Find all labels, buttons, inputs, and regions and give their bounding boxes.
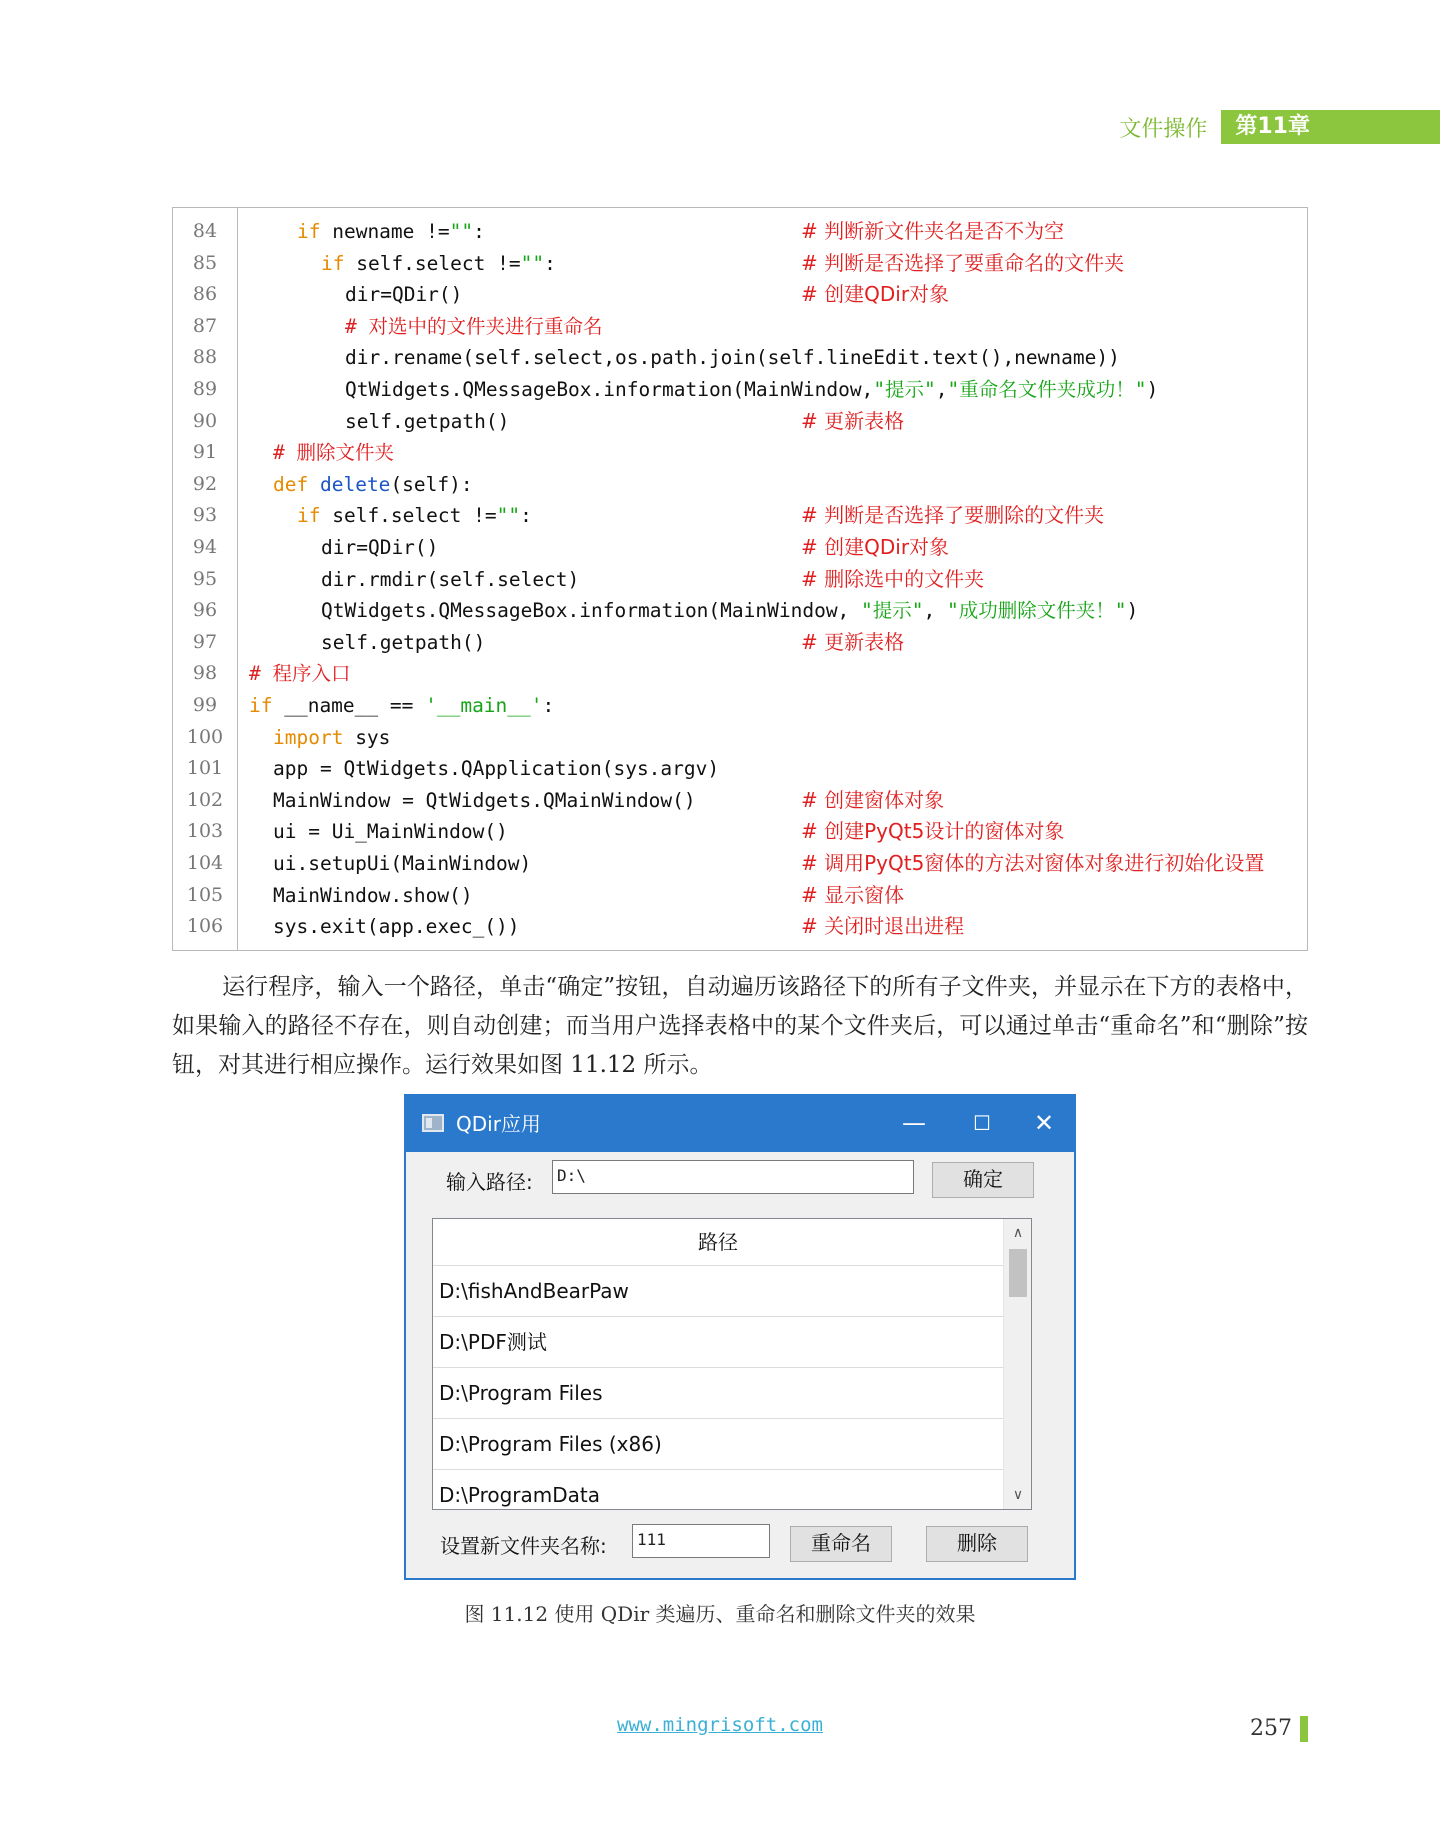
code-token: dir=QDir() [345,283,463,307]
rename-button[interactable]: 重命名 [790,1526,892,1562]
code-token: "提示" [873,378,936,401]
line-number: 103 [186,820,224,843]
code-token: MainWindow.show() [273,883,473,907]
code-comment: # 判断是否选择了要删除的文件夹 [801,503,1105,528]
code-text [273,880,473,912]
code-line [173,564,1307,596]
code-text [345,374,1158,406]
code-token: : [473,220,485,243]
page-number-bar [1300,1716,1308,1742]
line-number: 104 [186,852,224,874]
code-token: MainWindow = QtWidgets.QMainWindow() [273,788,696,812]
code-token: ) [1126,599,1139,623]
code-token: dir.rmdir(self.select) [321,567,580,591]
app-window-icon [422,1114,444,1132]
line-number: 85 [192,251,218,274]
code-token [308,473,320,496]
code-comment: # 创建QDir对象 [801,535,950,559]
chapter-header [1119,110,1440,144]
line-number: 91 [192,441,218,464]
code-line [173,437,1307,469]
line-number: 96 [192,599,218,622]
line-number: 84 [192,220,218,242]
code-text [321,627,485,659]
qdir-app-window [404,1094,1076,1580]
code-text [345,342,1120,374]
chapter-label: 第11章 [1221,110,1440,144]
code-comment: # 创建窗体对象 [801,787,945,812]
code-text [273,785,696,817]
code-token: "" [520,251,545,275]
code-token: : [520,504,532,528]
code-token: QtWidgets.QMessageBox.information(MainWindow, [345,378,874,401]
table-row[interactable]: D:\Program Files [433,1367,1003,1418]
code-text [321,564,579,596]
line-number: 92 [192,472,218,495]
line-number: 88 [192,346,218,369]
code-comment: # 更新表格 [801,408,905,433]
code-token: __name__ == [272,694,426,717]
code-line [173,248,1307,280]
code-token: "成功删除文件夹！" [947,599,1127,623]
code-line [173,279,1307,311]
code-line [173,342,1307,374]
scroll-down-icon[interactable]: ∨ [1012,1487,1024,1503]
code-line [173,658,1307,690]
code-text [321,595,1138,627]
code-comment: # 调用PyQt5窗体的方法对窗体对象进行初始化设置 [801,851,1265,875]
code-line [173,469,1307,501]
line-number: 106 [186,915,224,938]
code-token: if [297,220,321,243]
body-paragraph [172,968,1308,1085]
newname-input[interactable]: 111 [632,1524,770,1558]
close-button[interactable]: ✕ [1033,1109,1055,1137]
line-number: 99 [192,694,218,716]
code-token: dir.rename(self.select,os.path.join(self.lineEdit.text(),newname)) [345,346,1120,370]
code-token: if [297,504,321,528]
code-line [173,753,1307,785]
page-number: 257 [1250,1716,1292,1741]
maximize-button[interactable]: ☐ [973,1111,991,1135]
code-comment: # 判断是否选择了要重命名的文件夹 [801,250,1125,275]
code-token: sys [343,725,391,749]
line-number: 86 [192,283,218,306]
figure-caption: 图 11.12 使用 QDir 类遍历、重命名和删除文件夹的效果 [464,1602,976,1626]
window-title: QDir应用 [456,1112,541,1136]
path-table[interactable] [432,1218,1032,1510]
code-listing [172,207,1308,951]
line-number: 95 [192,567,218,590]
table-row[interactable]: D:\PDF测试 [433,1316,1003,1367]
code-line [173,785,1307,817]
code-token: # 删除文件夹 [273,441,394,465]
code-token: : [544,251,556,275]
code-text [345,311,602,343]
code-token: , [923,599,948,623]
code-token: QtWidgets.QMessageBox.information(MainWindow, [321,599,862,623]
code-token: newname != [320,220,450,243]
code-comment: # 删除选中的文件夹 [801,566,985,591]
code-line [173,722,1307,754]
code-token: self.getpath() [345,409,510,433]
code-line [173,311,1307,343]
code-token: "提示" [861,599,924,623]
code-token: ) [1146,378,1159,401]
code-line [173,911,1307,943]
table-row[interactable]: D:\ProgramData [433,1469,1003,1510]
line-number: 90 [192,409,218,432]
code-token: delete [319,472,391,496]
code-text [273,848,531,880]
line-number: 102 [186,788,224,811]
scroll-up-icon[interactable]: ∧ [1012,1225,1024,1241]
code-token: ui.setupUi(MainWindow) [273,852,532,875]
code-token: sys.exit(app.exec_()) [273,915,520,939]
code-comment: # 显示窗体 [801,882,905,907]
code-line [173,374,1307,406]
line-number: 100 [186,725,224,748]
line-number: 101 [186,757,224,780]
code-token: import [273,725,344,749]
code-comment: # 关闭时退出进程 [801,914,965,939]
code-line [173,595,1307,627]
code-token: # 程序入口 [249,662,351,686]
code-token: (self): [390,472,473,496]
paragraph-text: 运行程序，输入一个路径，单击“确定”按钮，自动遍历该路径下的所有子文件夹，并显示在下方的表格中，如果输入的路径不存在，则自动创建；而当用户选择表格中的某个文件夹后，可以通过单击“重命名”和“删除”按钮，对其进行相应操作。运行效果如图 11.12 所示。 [172,974,1308,1078]
line-number: 105 [186,883,224,906]
code-line [173,816,1307,848]
path-input[interactable]: D:\ [552,1160,914,1194]
code-token: def [273,472,309,496]
code-token: # 对选中的文件夹进行重命名 [345,314,603,338]
code-line [173,848,1307,880]
code-text [249,658,350,690]
code-text [321,248,556,280]
code-text [345,279,462,311]
code-token: self.getpath() [321,630,486,654]
section-title: 文件操作 [1119,116,1208,142]
code-text [273,722,390,754]
path-label: 输入路径: [446,1170,533,1194]
code-token: '__main__' [425,694,543,717]
newname-label: 设置新文件夹名称: [440,1534,607,1558]
delete-button[interactable]: 删除 [926,1526,1028,1562]
code-line [173,627,1307,659]
code-text [321,532,438,564]
table-row[interactable]: D:\Program Files (x86) [433,1418,1003,1469]
code-token: dir=QDir() [321,536,439,559]
code-text [273,753,719,785]
table-row[interactable]: D:\fishAndBearPaw [433,1265,1003,1316]
code-token: self.select != [344,251,521,275]
table-header-path[interactable]: 路径 [698,1230,738,1254]
code-token: if [249,694,273,717]
line-number: 98 [192,662,218,685]
line-number: 93 [192,504,218,527]
line-number: 97 [192,630,218,653]
code-text [273,911,520,943]
code-token: "" [496,504,521,528]
line-number: 94 [192,536,218,558]
code-text [273,437,394,469]
line-number: 87 [192,314,218,337]
code-token: : [542,694,555,717]
code-line [173,406,1307,438]
code-comment: # 创建QDir对象 [801,282,950,307]
code-line [173,532,1307,564]
minimize-button[interactable]: — [902,1109,926,1137]
code-line [173,690,1307,722]
code-token: , [935,378,948,401]
ok-button[interactable]: 确定 [932,1162,1034,1198]
code-comment: # 更新表格 [801,629,905,654]
code-line [173,880,1307,912]
website-link[interactable]: www.mingrisoft.com [617,1714,823,1736]
code-text [297,216,485,248]
code-line [173,500,1307,532]
code-text [273,816,508,848]
code-token: ui = Ui_MainWindow() [273,820,508,844]
code-token: self.select != [320,504,497,528]
line-number: 89 [192,378,218,400]
code-text [345,406,509,438]
code-comment: # 判断新文件夹名是否不为空 [801,219,1065,243]
code-token: "" [449,220,474,243]
title-bar [406,1096,1074,1152]
vertical-scrollbar[interactable] [1003,1219,1031,1509]
scrollbar-thumb[interactable] [1009,1249,1027,1297]
code-text [273,469,473,501]
code-token: "重命名文件夹成功！" [947,378,1147,401]
code-token: if [321,251,345,275]
code-token: app = QtWidgets.QApplication(sys.argv) [273,757,720,781]
code-text [249,690,554,722]
code-line [173,216,1307,248]
code-comment: # 创建PyQt5设计的窗体对象 [801,819,1065,844]
code-text [297,500,532,532]
